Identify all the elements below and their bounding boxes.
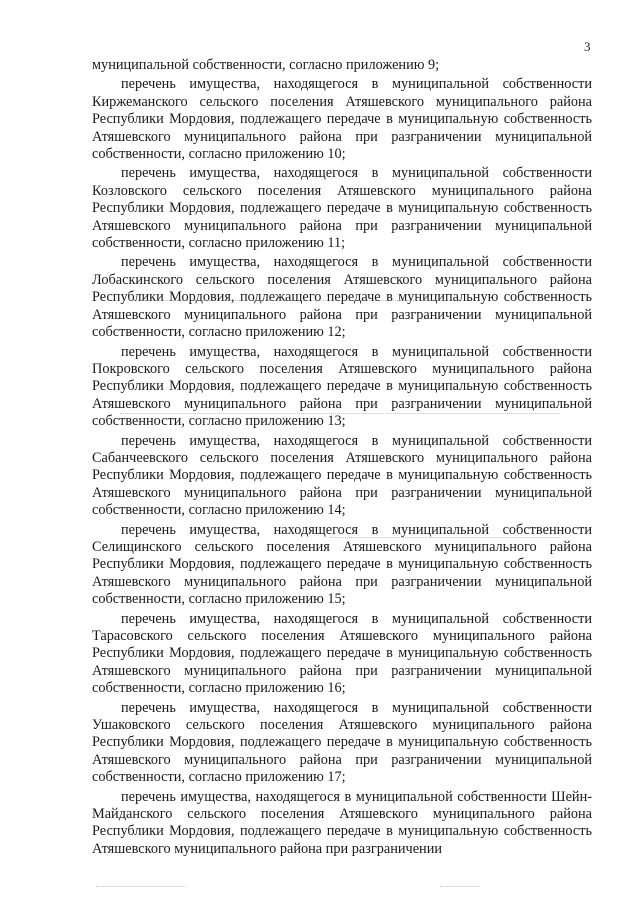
scan-artifact-line bbox=[330, 537, 560, 538]
paragraph-appendix-17: перечень имущества, находящегося в муниципальной собственности Ушаковского сельского поселения Атяшевского муниципального района Республики Мордовия, подлежащего передаче в муниципальную собственность Атяшевского муниципального района при разграничении муниципальной собственности, согласно приложению 17; bbox=[92, 699, 592, 786]
paragraph-appendix-15: перечень имущества, находящегося в муниципальной собственности Селищинского сельского поселения Атяшевского муниципального района Республики Мордовия, подлежащего передаче в муниципальную собственность Атяшевского муниципального района при разграничении муниципальной собственности, согласно приложению 15; bbox=[92, 521, 592, 608]
scan-artifact-line bbox=[120, 413, 560, 414]
paragraph-appendix-13: перечень имущества, находящегося в муниципальной собственности Покровского сельского поселения Атяшевского муниципального района Республики Мордовия, подлежащего передаче в муниципальную собственность Атяшевского муниципального района при разграничении муниципальной собственности, согласно приложению 13; bbox=[92, 343, 592, 430]
scan-artifact-line bbox=[96, 886, 186, 887]
paragraph-appendix-12: перечень имущества, находящегося в муниципальной собственности Лобаскинского сельского поселения Атяшевского муниципального района Республики Мордовия, подлежащего передаче в муниципальную собственность Атяшевского муниципального района при разграничении муниципальной собственности, согласно приложению 12; bbox=[92, 254, 592, 341]
paragraph-shein-maidan: перечень имущества, находящегося в муниципальной собственности Шейн-Майданского сельского поселения Атяшевского муниципального района Республики Мордовия, подлежащего передаче в муниципальную собственность Атяшевского муниципального района при разграничении bbox=[92, 788, 592, 857]
paragraph-appendix-14: перечень имущества, находящегося в муниципальной собственности Сабанчеевского сельского поселения Атяшевского муниципального района Республики Мордовия, подлежащего передаче в муниципальную собственность Атяшевского муниципального района при разграничении муниципальной собственности, согласно приложению 14; bbox=[92, 432, 592, 519]
paragraph-appendix-10: перечень имущества, находящегося в муниципальной собственности Киржеманского сельского поселения Атяшевского муниципального района Республики Мордовия, подлежащего передаче в муниципальную собственность Атяшевского муниципального района при разграничении муниципальной собственности, согласно приложению 10; bbox=[92, 76, 592, 163]
scan-artifact-line bbox=[440, 886, 480, 887]
scan-artifact-line bbox=[140, 300, 450, 301]
page-number: 3 bbox=[584, 39, 591, 54]
paragraph-continuation: муниципальной собственности, согласно приложению 9; bbox=[92, 57, 440, 73]
paragraph-appendix-16: перечень имущества, находящегося в муниципальной собственности Тарасовского сельского поселения Атяшевского муниципального района Республики Мордовия, подлежащего передаче в муниципальную собственность Атяшевского муниципального района при разграничении муниципальной собственности, согласно приложению 16; bbox=[92, 610, 592, 697]
paragraph-appendix-11: перечень имущества, находящегося в муниципальной собственности Козловского сельского поселения Атяшевского муниципального района Республики Мордовия, подлежащего передаче в муниципальную собственность Атяшевского муниципального района при разграничении муниципальной собственности, согласно приложению 11; bbox=[92, 165, 592, 252]
document-body bbox=[92, 57, 592, 860]
